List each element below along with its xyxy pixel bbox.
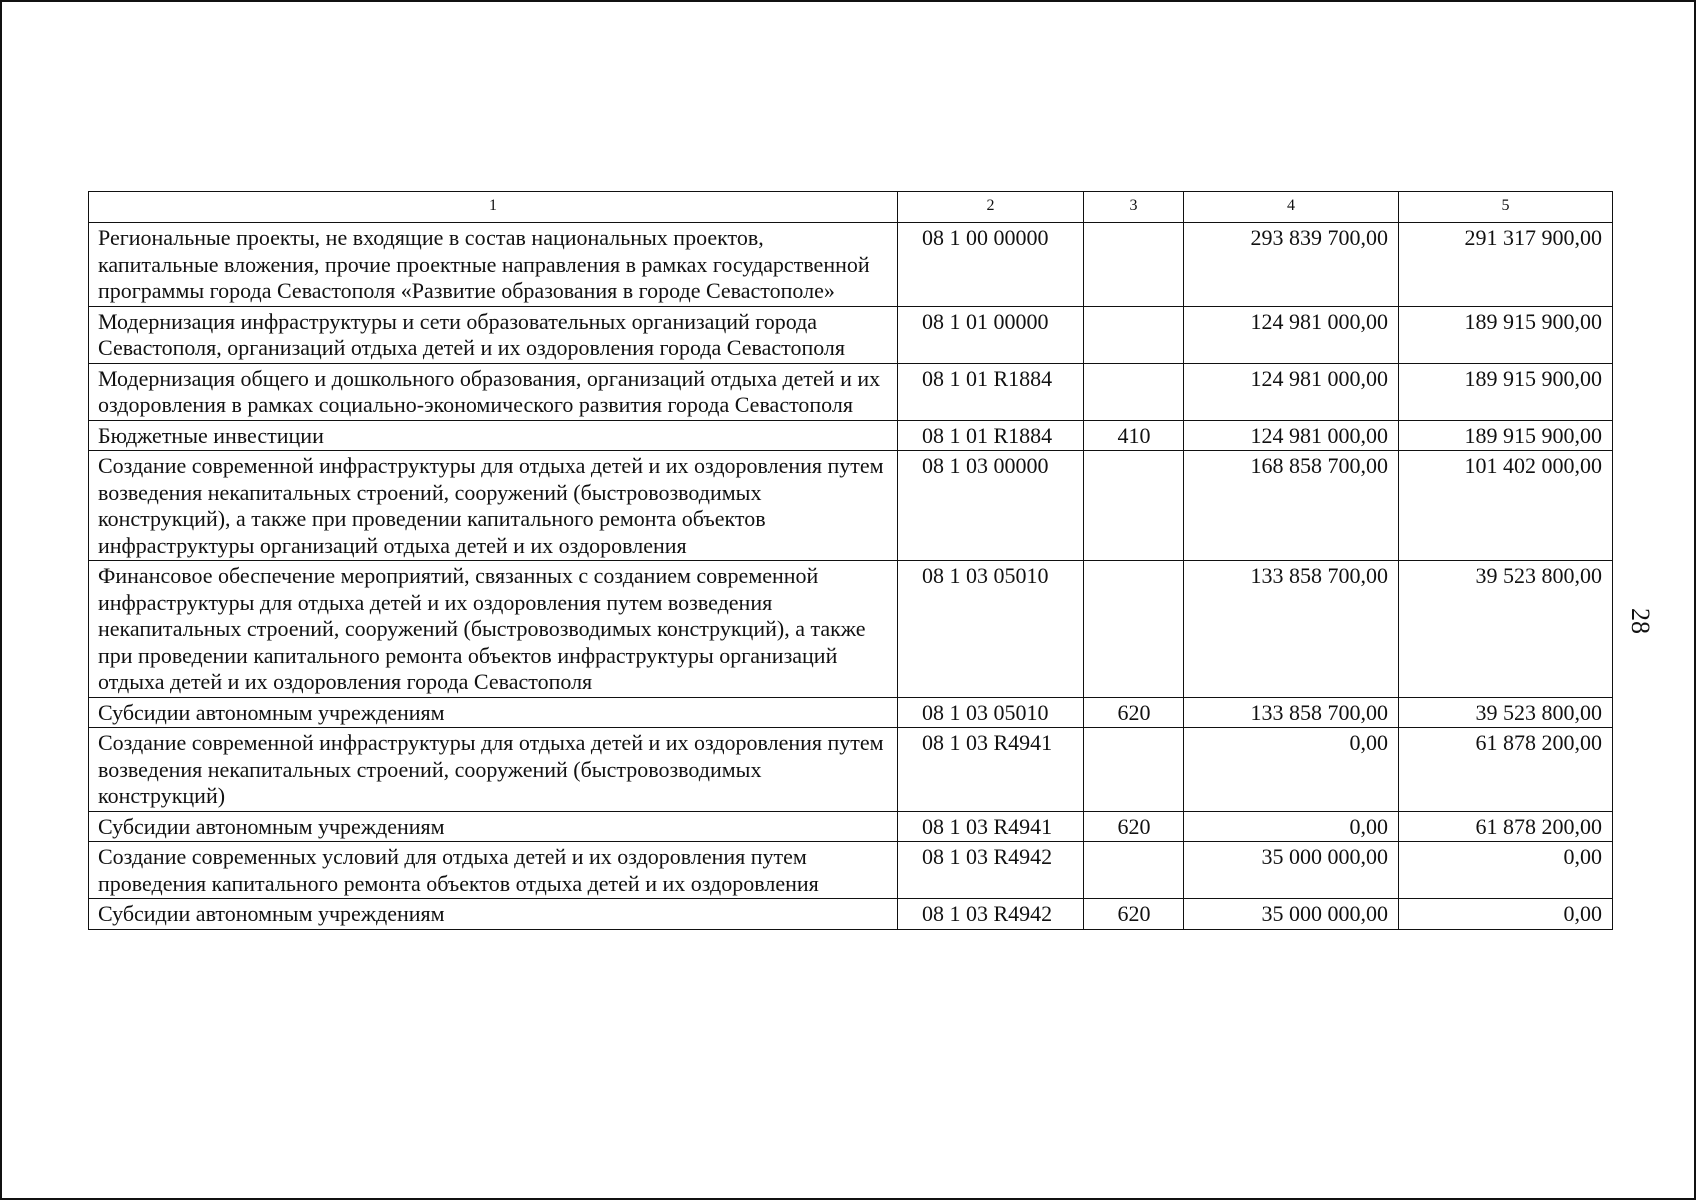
row-sum-col5-cell: 61 878 200,00 bbox=[1399, 811, 1613, 842]
row-type-cell: 620 bbox=[1084, 811, 1184, 842]
row-name-cell: Бюджетные инвестиции bbox=[89, 420, 898, 451]
row-type-cell bbox=[1084, 842, 1184, 899]
table-row bbox=[89, 561, 1613, 698]
table-row bbox=[89, 728, 1613, 812]
row-type-cell bbox=[1084, 363, 1184, 420]
column-header: 2 bbox=[898, 192, 1084, 223]
row-sum-col4-cell: 293 839 700,00 bbox=[1184, 223, 1399, 307]
row-code-cell: 08 1 03 R4941 bbox=[898, 728, 1084, 812]
row-name-cell: Создание современной инфраструктуры для отдыха детей и их оздоровления путем возведения некапитальных строений, сооружений (быстровозводимых конструкций), а также при проведении капитального ремонта объектов инфраструктуры организаций отдыха детей и их оздоровления bbox=[89, 451, 898, 561]
row-name-cell: Создание современных условий для отдыха детей и их оздоровления путем проведения капитального ремонта объектов отдыха детей и их оздоровления bbox=[89, 842, 898, 899]
row-sum-col4-cell: 0,00 bbox=[1184, 811, 1399, 842]
column-header: 1 bbox=[89, 192, 898, 223]
table-row bbox=[89, 842, 1613, 899]
table-row bbox=[89, 420, 1613, 451]
row-sum-col4-cell: 124 981 000,00 bbox=[1184, 363, 1399, 420]
row-sum-col5-cell: 189 915 900,00 bbox=[1399, 306, 1613, 363]
row-sum-col4-cell: 0,00 bbox=[1184, 728, 1399, 812]
table-row bbox=[89, 363, 1613, 420]
row-code-cell: 08 1 03 R4942 bbox=[898, 842, 1084, 899]
column-header: 5 bbox=[1399, 192, 1613, 223]
row-name-cell: Субсидии автономным учреждениям bbox=[89, 697, 898, 728]
column-header: 3 bbox=[1084, 192, 1184, 223]
row-code-cell: 08 1 03 05010 bbox=[898, 697, 1084, 728]
row-code-cell: 08 1 01 R1884 bbox=[898, 363, 1084, 420]
row-name-cell: Модернизация общего и дошкольного образования, организаций отдыха детей и их оздоровления в рамках социально-экономического развития города Севастополя bbox=[89, 363, 898, 420]
table-row bbox=[89, 899, 1613, 930]
row-code-cell: 08 1 03 00000 bbox=[898, 451, 1084, 561]
table-header-row bbox=[89, 192, 1613, 223]
row-sum-col5-cell: 189 915 900,00 bbox=[1399, 420, 1613, 451]
row-code-cell: 08 1 01 R1884 bbox=[898, 420, 1084, 451]
row-sum-col4-cell: 124 981 000,00 bbox=[1184, 306, 1399, 363]
row-sum-col5-cell: 0,00 bbox=[1399, 899, 1613, 930]
row-sum-col4-cell: 35 000 000,00 bbox=[1184, 899, 1399, 930]
row-name-cell: Финансовое обеспечение мероприятий, связанных с созданием современной инфраструктуры для отдыха детей и их оздоровления путем возведения некапитальных строений, сооружений (быстровозводимых конструкций), а также при проведении капитального ремонта объектов инфраструктуры организаций отдыха детей и их оздоровления города Севастополя bbox=[89, 561, 898, 698]
row-name-cell: Создание современной инфраструктуры для отдыха детей и их оздоровления путем возведения некапитальных строений, сооружений (быстровозводимых конструкций) bbox=[89, 728, 898, 812]
table-row bbox=[89, 223, 1613, 307]
row-type-cell: 620 bbox=[1084, 899, 1184, 930]
column-header: 4 bbox=[1184, 192, 1399, 223]
row-code-cell: 08 1 01 00000 bbox=[898, 306, 1084, 363]
row-type-cell: 410 bbox=[1084, 420, 1184, 451]
row-sum-col5-cell: 39 523 800,00 bbox=[1399, 561, 1613, 698]
row-name-cell: Модернизация инфраструктуры и сети образовательных организаций города Севастополя, организаций отдыха детей и их оздоровления города Севастополя bbox=[89, 306, 898, 363]
row-sum-col4-cell: 124 981 000,00 bbox=[1184, 420, 1399, 451]
row-name-cell: Субсидии автономным учреждениям bbox=[89, 811, 898, 842]
row-code-cell: 08 1 03 R4942 bbox=[898, 899, 1084, 930]
row-sum-col4-cell: 133 858 700,00 bbox=[1184, 561, 1399, 698]
row-sum-col5-cell: 189 915 900,00 bbox=[1399, 363, 1613, 420]
table-row bbox=[89, 811, 1613, 842]
row-type-cell bbox=[1084, 728, 1184, 812]
row-sum-col5-cell: 0,00 bbox=[1399, 842, 1613, 899]
row-type-cell: 620 bbox=[1084, 697, 1184, 728]
row-sum-col5-cell: 61 878 200,00 bbox=[1399, 728, 1613, 812]
row-sum-col5-cell: 39 523 800,00 bbox=[1399, 697, 1613, 728]
row-sum-col5-cell: 101 402 000,00 bbox=[1399, 451, 1613, 561]
row-code-cell: 08 1 00 00000 bbox=[898, 223, 1084, 307]
row-name-cell: Субсидии автономным учреждениям bbox=[89, 899, 898, 930]
budget-table bbox=[88, 191, 1613, 930]
row-sum-col4-cell: 133 858 700,00 bbox=[1184, 697, 1399, 728]
row-type-cell bbox=[1084, 306, 1184, 363]
table-row bbox=[89, 451, 1613, 561]
row-sum-col4-cell: 168 858 700,00 bbox=[1184, 451, 1399, 561]
row-type-cell bbox=[1084, 223, 1184, 307]
row-type-cell bbox=[1084, 561, 1184, 698]
row-sum-col4-cell: 35 000 000,00 bbox=[1184, 842, 1399, 899]
row-name-cell: Региональные проекты, не входящие в состав национальных проектов, капитальные вложения, прочие проектные направления в рамках государственной программы города Севастополя «Развитие образования в городе Севастополе» bbox=[89, 223, 898, 307]
row-sum-col5-cell: 291 317 900,00 bbox=[1399, 223, 1613, 307]
page-number: 28 bbox=[1626, 608, 1655, 634]
row-code-cell: 08 1 03 R4941 bbox=[898, 811, 1084, 842]
row-code-cell: 08 1 03 05010 bbox=[898, 561, 1084, 698]
row-type-cell bbox=[1084, 451, 1184, 561]
table-row bbox=[89, 697, 1613, 728]
table-row bbox=[89, 306, 1613, 363]
